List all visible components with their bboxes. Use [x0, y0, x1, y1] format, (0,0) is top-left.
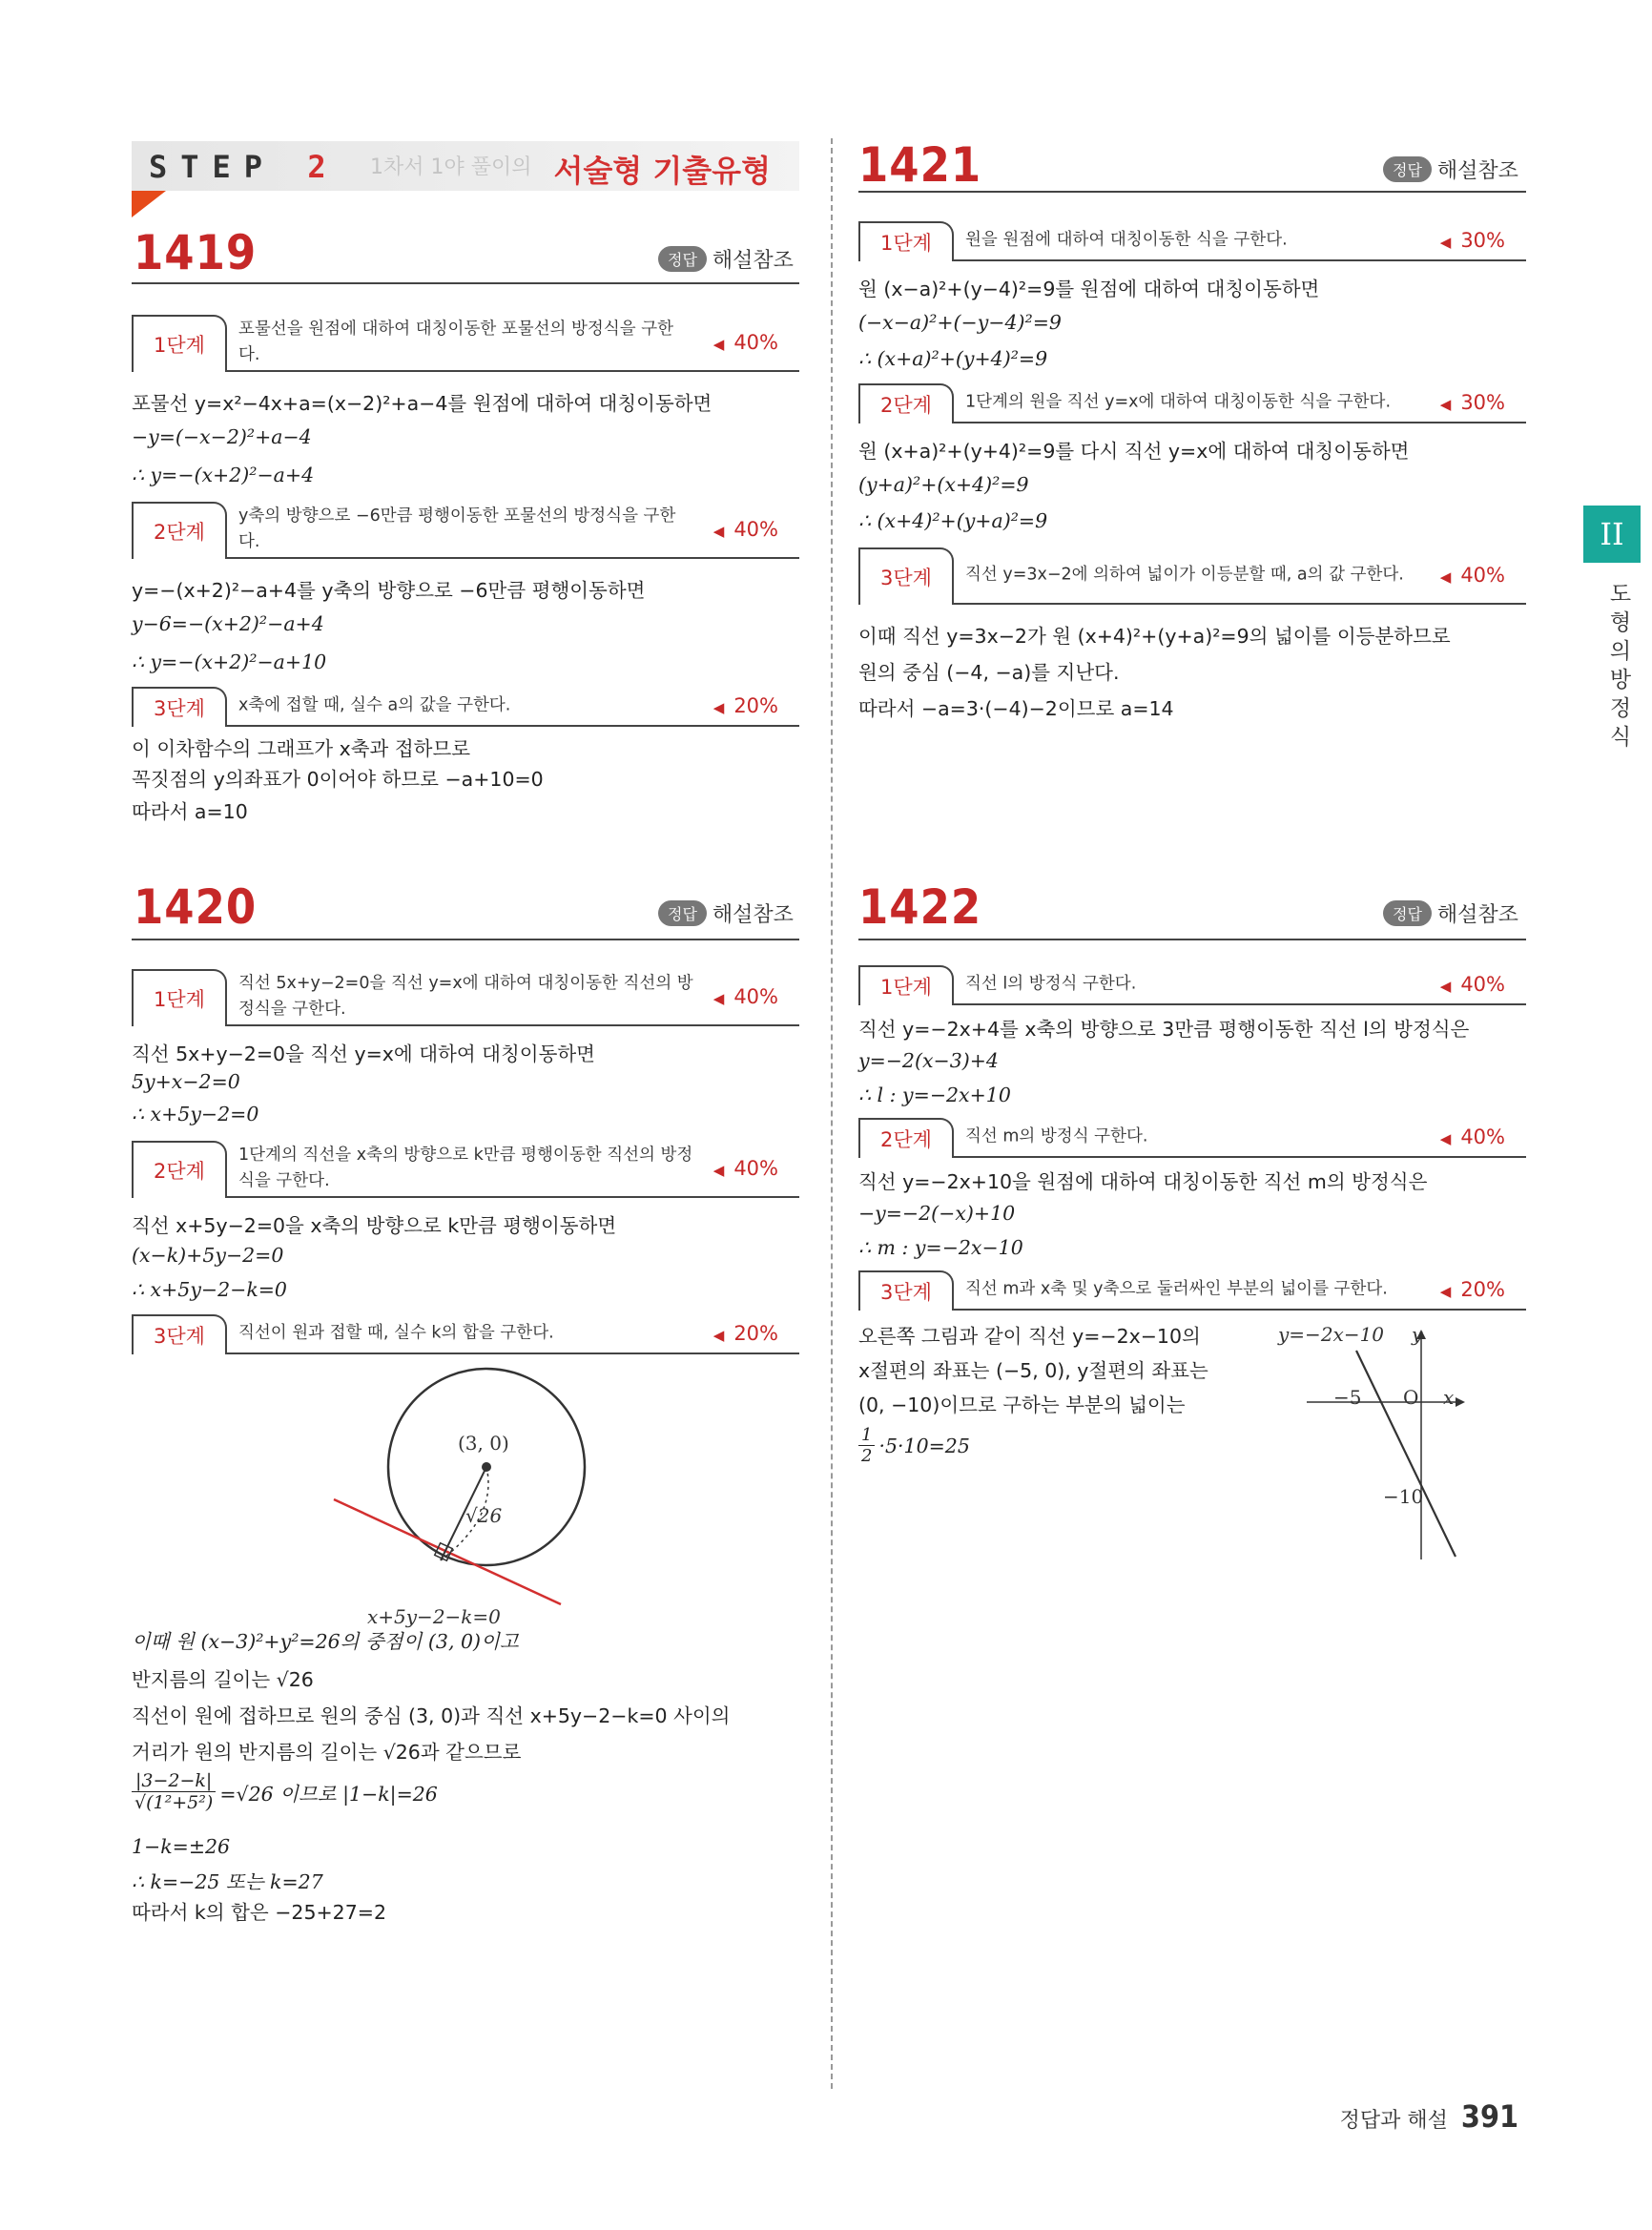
solution-line: ∴ x+5y−2−k=0 — [132, 1278, 287, 1301]
y-axis-label: y — [1412, 1323, 1423, 1346]
solution-line: 직선 5x+y−2=0을 직선 y=x에 대하여 대칭이동하면 — [132, 1043, 595, 1065]
stage-1: 1단계 포물선을 원점에 대하여 대칭이동한 포물선의 방정식을 구한다. ◀ 40% — [132, 315, 799, 372]
tangent-line — [334, 1499, 561, 1604]
solution-line: (y+a)²+(x+4)²=9 — [858, 473, 1029, 496]
solution-line: ∴ (x+4)²+(y+a)²=9 — [858, 509, 1048, 532]
solution-line: 5y+x−2=0 — [132, 1070, 240, 1093]
solution-line: ∴ m : y=−2x−10 — [858, 1236, 1023, 1259]
solution-line: 직선 y=−2x+4를 x축의 방향으로 3만큼 평행이동한 직선 l의 방정식은 — [858, 1018, 1470, 1041]
solution-line: y=−(x+2)²−a+4를 y축의 방향으로 −6만큼 평행이동하면 — [132, 579, 646, 602]
solution-line: (x−k)+5y−2=0 — [132, 1244, 284, 1267]
solution-line: ∴ y=−(x+2)²−a+4 — [132, 464, 315, 486]
solution-line: (−x−a)²+(−y−4)²=9 — [858, 311, 1062, 334]
banner-flag-icon — [132, 191, 166, 217]
stage-3: 3단계 직선 y=3x−2에 의하여 넓이가 이등분할 때, a의 값 구한다. ◀ 40% — [858, 547, 1526, 605]
solution-line: ∴ l : y=−2x+10 — [858, 1084, 1011, 1106]
solution-line: y=−2(x−3)+4 — [858, 1049, 999, 1072]
problem-number-1422: 1422 — [858, 879, 982, 935]
solution-line: y−6=−(x+2)²−a+4 — [132, 612, 324, 635]
problem-number-1421: 1421 — [858, 137, 982, 193]
stage-2: 2단계 1단계의 원을 직선 y=x에 대하여 대칭이동한 식을 구한다. ◀ 30% — [858, 383, 1526, 423]
answer-ref: 정답 해설참조 — [1383, 155, 1518, 184]
y-intercept-label: −10 — [1383, 1485, 1424, 1508]
solution-line: 직선 x+5y−2=0을 x축의 방향으로 k만큼 평행이동하면 — [132, 1214, 617, 1237]
stage-1: 1단계 직선 l의 방정식 구한다. ◀ 40% — [858, 965, 1526, 1005]
separator — [858, 939, 1526, 940]
stage-3: 3단계 x축에 접할 때, 실수 a의 값을 구한다. ◀ 20% — [132, 687, 799, 727]
x-axis-label: x — [1443, 1386, 1455, 1409]
stage-1: 1단계 원을 원점에 대하여 대칭이동한 식을 구한다. ◀ 30% — [858, 221, 1526, 261]
solution-line: 이때 원 (x−3)²+y²=26의 중점이 (3, 0)이고 — [132, 1630, 519, 1653]
solution-line: 1−k=±26 — [132, 1835, 231, 1858]
separator — [132, 939, 799, 940]
chapter-title: 도형의 방정식 — [1609, 582, 1632, 750]
step-title: 서술형 기출유형 — [553, 153, 771, 189]
solution-line: 꼭짓점의 y의좌표가 0이어야 하므로 −a+10=0 — [132, 768, 544, 791]
problem-number-1419: 1419 — [134, 225, 258, 280]
solution-line: 이때 직선 y=3x−2가 원 (x+4)²+(y+a)²=9의 넓이를 이등분하므로 — [858, 625, 1451, 648]
stage-3: 3단계 직선이 원과 접할 때, 실수 k의 합을 구한다. ◀ 20% — [132, 1314, 799, 1354]
line-graph-figure — [1269, 1316, 1497, 1564]
stage-1: 1단계 직선 5x+y−2=0을 직선 y=x에 대하여 대칭이동한 직선의 방정식을 구한다. ◀ 40% — [132, 969, 799, 1026]
center-label: (3, 0) — [458, 1432, 509, 1455]
solution-line: 반지름의 길이는 √26 — [132, 1668, 314, 1691]
solution-line-fraction: 1 2 ·5·10=25 — [858, 1425, 970, 1466]
separator — [858, 191, 1526, 193]
solution-line: 원의 중심 (−4, −a)를 지난다. — [858, 661, 1120, 684]
solution-line: 직선이 원에 접하므로 원의 중심 (3, 0)과 직선 x+5y−2−k=0 사이의 — [132, 1704, 731, 1727]
circle-tangent-figure — [315, 1354, 601, 1631]
solution-line: 따라서 −a=3·(−4)−2이므로 a=14 — [858, 697, 1174, 720]
footer: 정답과 해설 391 — [1339, 2098, 1518, 2135]
separator — [132, 282, 799, 284]
solution-line: x절편의 좌표는 (−5, 0), y절편의 좌표는 — [858, 1359, 1208, 1382]
solution-line: (0, −10)이므로 구하는 부분의 넓이는 — [858, 1394, 1186, 1416]
step-label: STEP 2 — [149, 149, 340, 185]
solution-line: ∴ (x+a)²+(y+4)²=9 — [858, 347, 1048, 370]
solution-line: ∴ k=−25 또는 k=27 — [132, 1870, 323, 1893]
step-banner — [132, 141, 799, 191]
solution-line: 직선 y=−2x+10을 원점에 대하여 대칭이동한 직선 m의 방정식은 — [858, 1170, 1428, 1193]
x-intercept-label: −5 — [1333, 1386, 1362, 1409]
tangent-line-label: x+5y−2−k=0 — [367, 1605, 501, 1628]
solution-line: 따라서 a=10 — [132, 800, 248, 823]
x-axis-arrow-icon — [1456, 1397, 1465, 1407]
stage-2: 2단계 직선 m의 방정식 구한다. ◀ 40% — [858, 1118, 1526, 1158]
solution-line: ∴ x+5y−2=0 — [132, 1103, 259, 1125]
chapter-tab: II — [1583, 506, 1641, 563]
stage-3: 3단계 직선 m과 x축 및 y축으로 둘러싸인 부분의 넓이를 구한다. ◀ 20% — [858, 1270, 1526, 1311]
solution-line: 원 (x+a)²+(y+4)²=9를 다시 직선 y=x에 대하여 대칭이동하면 — [858, 440, 1410, 463]
problem-number-1420: 1420 — [134, 879, 258, 935]
column-divider — [831, 138, 833, 2089]
step-ghost-text: 1차서 1야 풀이의 — [370, 155, 532, 179]
answer-ref: 정답 해설참조 — [658, 898, 794, 928]
answer-ref: 정답 해설참조 — [1383, 898, 1518, 928]
solution-line: ∴ y=−(x+2)²−a+10 — [132, 650, 327, 673]
solution-line: 거리가 원의 반지름의 길이는 √26과 같으므로 — [132, 1741, 522, 1764]
radius-label: √26 — [465, 1504, 503, 1527]
solution-line: 오른쪽 그림과 같이 직선 y=−2x−10의 — [858, 1325, 1201, 1348]
solution-line: 이 이차함수의 그래프가 x축과 접하므로 — [132, 737, 471, 760]
solution-line: 원 (x−a)²+(y−4)²=9를 원점에 대하여 대칭이동하면 — [858, 278, 1320, 300]
page-number: 391 — [1460, 2098, 1518, 2135]
solution-line-fraction: $\frac{|3-2-k|}{\text{√(1²+5²)}}$ =√26 이므로 |1−k|=26 — [132, 1770, 438, 1813]
origin-label: O — [1403, 1386, 1419, 1409]
solution-line: 포물선 y=x²−4x+a=(x−2)²+a−4를 원점에 대하여 대칭이동하면 — [132, 392, 712, 415]
line-m — [1356, 1351, 1456, 1557]
solution-line: 따라서 k의 합은 −25+27=2 — [132, 1901, 386, 1924]
solution-line: −y=(−x−2)²+a−4 — [132, 425, 312, 448]
stage-2: 2단계 1단계의 직선을 x축의 방향으로 k만큼 평행이동한 직선의 방정식을 구한다. ◀ 40% — [132, 1141, 799, 1198]
solution-line: −y=−2(−x)+10 — [858, 1202, 1016, 1225]
answer-ref: 정답 해설참조 — [658, 244, 794, 274]
stage-2: 2단계 y축의 방향으로 −6만큼 평행이동한 포물선의 방정식을 구한다. ◀ 40% — [132, 502, 799, 559]
line-equation-label: y=−2x−10 — [1278, 1323, 1385, 1346]
